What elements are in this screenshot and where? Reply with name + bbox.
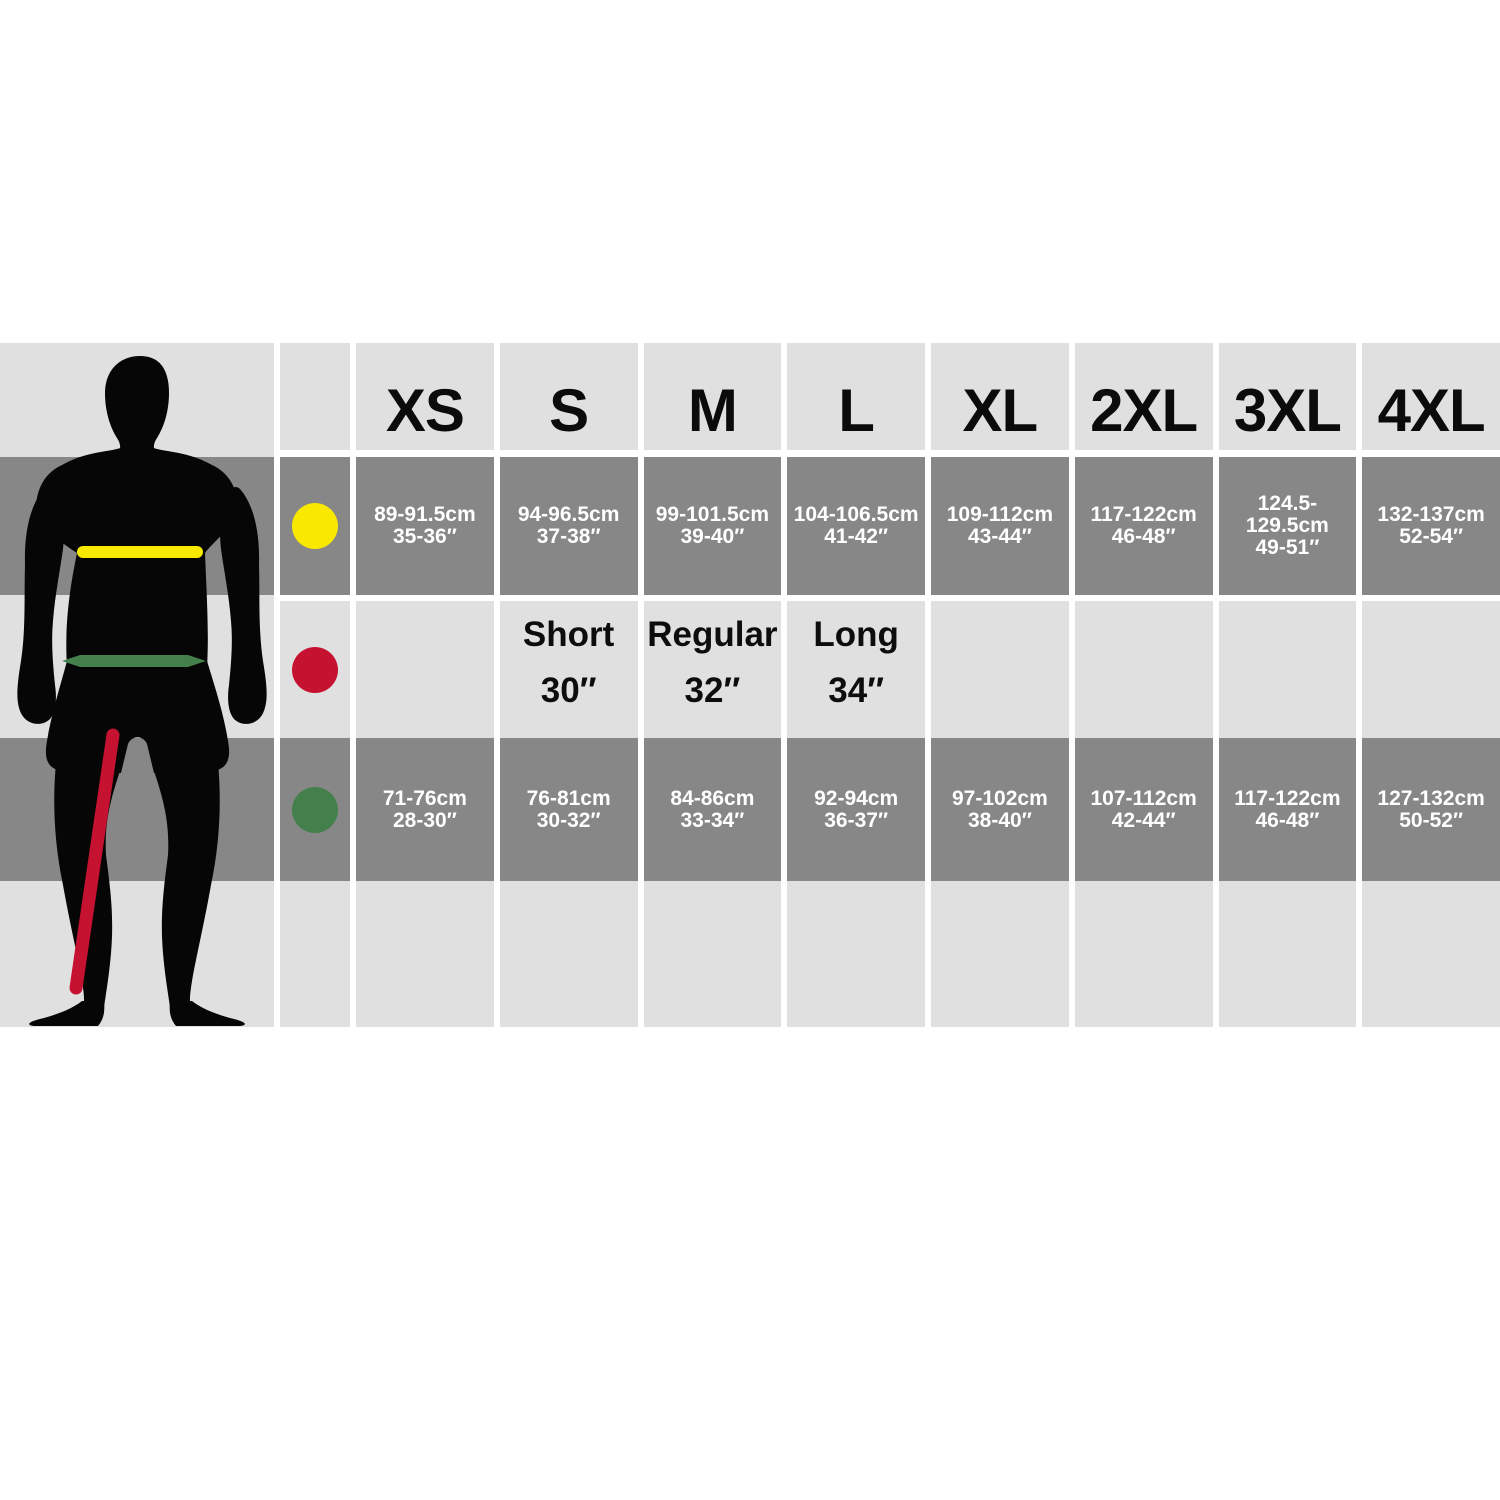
- size-chart: [0, 343, 1500, 1027]
- waist-2xl-in: 42-44″: [1111, 808, 1176, 832]
- waist-m-in: 33-34″: [680, 808, 745, 832]
- chest-4xl-in: 52-54″: [1399, 525, 1464, 548]
- right-leg: [154, 763, 220, 1007]
- chest-cell-xs: [356, 457, 494, 601]
- waist-row-marker-cell: [280, 738, 350, 881]
- chest-xl-in: 43-44″: [967, 525, 1032, 548]
- footer-cell-4xl: [1362, 881, 1500, 1027]
- inside-leg-cell-m: [644, 601, 782, 738]
- chest-cell-3xl: [1219, 457, 1357, 601]
- waist-cell-l: [787, 738, 925, 881]
- waist-cell-4xl: [1362, 738, 1500, 881]
- chest-xs-in: 35-36″: [392, 525, 457, 548]
- body-silhouette-panel: [0, 343, 274, 1027]
- inside-leg-cell-xs: [356, 601, 494, 738]
- inside-leg-cell-l: [787, 601, 925, 738]
- inside-leg-cell-2xl: [1075, 601, 1213, 738]
- chest-3xl-cm: 124.5-129.5cm: [1245, 492, 1329, 537]
- waist-l-cm: 92-94cm: [814, 786, 899, 810]
- waist-cell-3xl: [1219, 738, 1357, 881]
- right-arm: [220, 487, 267, 724]
- chest-s-in: 37-38″: [536, 525, 601, 548]
- size-header-s: S: [500, 343, 638, 457]
- size-header-l: L: [787, 343, 925, 457]
- inside-leg-cell-4xl: [1362, 601, 1500, 738]
- chest-cell-xl: [931, 457, 1069, 601]
- waist-3xl-cm: 117-122cm: [1234, 786, 1341, 810]
- waist-cell-xl: [931, 738, 1069, 881]
- chest-l-in: 41-42″: [824, 525, 889, 548]
- waist-cell-xs: [356, 738, 494, 881]
- footer-cell-2xl: [1075, 881, 1213, 1027]
- chest-xl-cm: 109-112cm: [946, 503, 1053, 526]
- size-header-4xl: 4XL: [1362, 343, 1500, 457]
- chest-l-cm: 104-106.5cm: [793, 503, 919, 526]
- chest-m-cm: 99-101.5cm: [655, 503, 769, 526]
- inside-leg-m-fit: Regular: [647, 614, 778, 654]
- green-dot-icon: [292, 787, 338, 833]
- waist-l-in: 36-37″: [824, 808, 889, 832]
- chest-3xl-in: 49-51″: [1255, 536, 1320, 559]
- chest-m-in: 39-40″: [680, 525, 745, 548]
- footer-cell-l: [787, 881, 925, 1027]
- footer-cell-legend: [280, 881, 350, 1027]
- right-foot: [170, 1001, 245, 1026]
- waist-3xl-in: 46-48″: [1255, 808, 1320, 832]
- waist-s-in: 30-32″: [536, 808, 601, 832]
- footer-cell-xl: [931, 881, 1069, 1027]
- inside-leg-cell-xl: [931, 601, 1069, 738]
- waist-line-icon: [62, 655, 206, 667]
- size-header-xl: XL: [931, 343, 1069, 457]
- chest-s-cm: 94-96.5cm: [517, 503, 620, 526]
- yellow-dot-icon: [292, 503, 338, 549]
- inside-leg-l-in: 34″: [828, 670, 884, 710]
- size-header-xs: XS: [356, 343, 494, 457]
- red-dot-icon: [292, 647, 338, 693]
- chest-cell-4xl: [1362, 457, 1500, 601]
- waist-xl-in: 38-40″: [967, 808, 1032, 832]
- footer-cell-3xl: [1219, 881, 1357, 1027]
- inside-leg-row-marker-cell: [280, 601, 350, 738]
- inside-leg-cell-s: [500, 601, 638, 738]
- inside-leg-s-in: 30″: [540, 670, 597, 710]
- chest-cell-m: [644, 457, 782, 601]
- size-header-m: M: [644, 343, 782, 457]
- left-foot: [29, 1001, 104, 1026]
- waist-s-cm: 76-81cm: [526, 786, 611, 810]
- size-header-3xl: 3XL: [1219, 343, 1357, 457]
- size-header-2xl: 2XL: [1075, 343, 1213, 457]
- waist-xl-cm: 97-102cm: [952, 786, 1048, 810]
- chest-cell-2xl: [1075, 457, 1213, 601]
- chest-4xl-cm: 132-137cm: [1377, 503, 1485, 526]
- chest-line-icon: [77, 546, 203, 558]
- male-silhouette: [0, 343, 274, 1027]
- waist-cell-s: [500, 738, 638, 881]
- waist-cell-2xl: [1075, 738, 1213, 881]
- waist-xs-cm: 71-76cm: [382, 786, 467, 810]
- footer-cell-m: [644, 881, 782, 1027]
- waist-4xl-cm: 127-132cm: [1377, 786, 1485, 810]
- inside-leg-cell-3xl: [1219, 601, 1357, 738]
- chest-cell-s: [500, 457, 638, 601]
- chest-row-marker-cell: [280, 457, 350, 601]
- footer-cell-xs: [356, 881, 494, 1027]
- inside-leg-l-fit: Long: [813, 614, 899, 654]
- chest-xs-cm: 89-91.5cm: [374, 503, 476, 526]
- waist-m-cm: 84-86cm: [670, 786, 755, 810]
- legend-column-header: [280, 343, 350, 457]
- inside-leg-m-in: 32″: [684, 670, 741, 710]
- inside-leg-s-fit: Short: [522, 614, 615, 654]
- waist-4xl-in: 50-52″: [1399, 808, 1464, 832]
- chest-2xl-cm: 117-122cm: [1090, 503, 1197, 526]
- waist-2xl-cm: 107-112cm: [1090, 786, 1197, 810]
- waist-cell-m: [644, 738, 782, 881]
- shorts: [46, 661, 229, 773]
- footer-cell-s: [500, 881, 638, 1027]
- chest-2xl-in: 46-48″: [1111, 525, 1176, 548]
- chest-cell-l: [787, 457, 925, 601]
- left-arm: [17, 487, 64, 724]
- waist-xs-in: 28-30″: [392, 808, 457, 832]
